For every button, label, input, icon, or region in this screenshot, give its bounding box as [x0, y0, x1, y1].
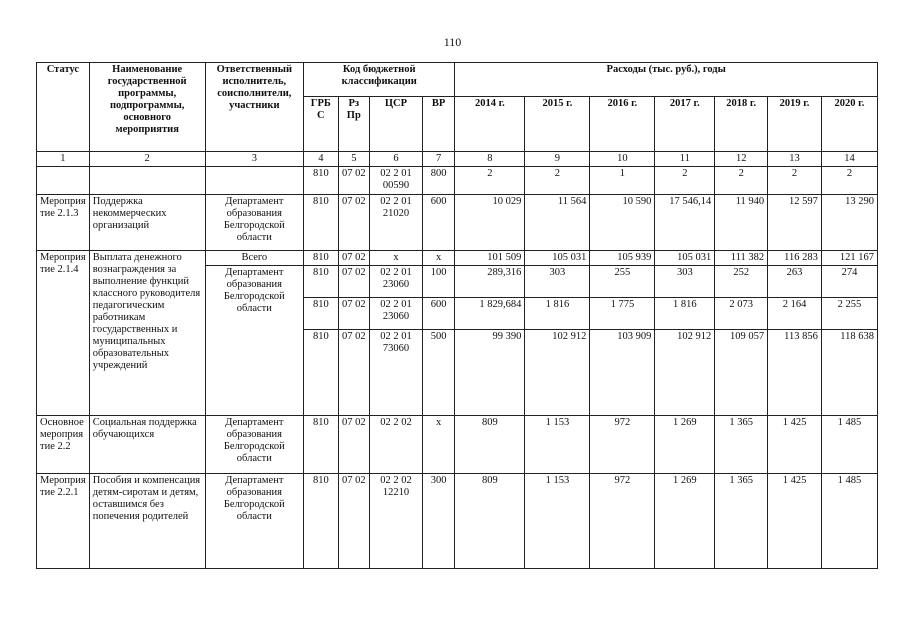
value-cell: 2 — [525, 167, 590, 195]
table-row — [37, 167, 878, 195]
executor-cell: Департамент образования Белгородской области — [205, 474, 304, 569]
value-cell: 1 153 — [525, 474, 590, 569]
value-cell: 2 — [455, 167, 525, 195]
status-cell: Мероприятие 2.2.1 — [37, 474, 90, 569]
value-cell: 1 425 — [768, 474, 822, 569]
value-cell: 809 — [455, 416, 525, 474]
csr-cell: 02 2 01 73060 — [370, 330, 423, 416]
value-cell: 303 — [525, 266, 590, 298]
header-grbs: ГРБС — [304, 97, 339, 152]
column-number: 8 — [455, 152, 525, 167]
rzpr-cell: 07 02 — [338, 330, 369, 416]
value-cell: 11 940 — [715, 195, 768, 251]
column-number: 5 — [338, 152, 369, 167]
value-cell: 1 485 — [821, 474, 877, 569]
value-cell: 113 856 — [768, 330, 822, 416]
header-year: 2016 г. — [590, 97, 655, 152]
column-number: 14 — [821, 152, 877, 167]
vr-cell: 100 — [422, 266, 455, 298]
column-number: 3 — [205, 152, 304, 167]
csr-cell: 02 2 01 23060 — [370, 266, 423, 298]
value-cell: 1 816 — [655, 298, 715, 330]
value-cell: 1 816 — [525, 298, 590, 330]
header-year: 2020 г. — [821, 97, 877, 152]
value-cell: 105 031 — [525, 251, 590, 266]
column-number: 2 — [89, 152, 205, 167]
value-cell: 1 — [590, 167, 655, 195]
vr-cell: 500 — [422, 330, 455, 416]
value-cell: 109 057 — [715, 330, 768, 416]
value-cell: 1 269 — [655, 416, 715, 474]
csr-cell: 02 2 02 — [370, 416, 423, 474]
header-year: 2017 г. — [655, 97, 715, 152]
vr-cell: х — [422, 251, 455, 266]
value-cell: 105 939 — [590, 251, 655, 266]
column-number: 11 — [655, 152, 715, 167]
header-year: 2019 г. — [768, 97, 822, 152]
header-csr: ЦСР — [370, 97, 423, 152]
column-number: 7 — [422, 152, 455, 167]
value-cell: 2 255 — [821, 298, 877, 330]
grbs-cell: 810 — [304, 266, 339, 298]
vr-cell: 800 — [422, 167, 455, 195]
column-number: 13 — [768, 152, 822, 167]
value-cell: 10 029 — [455, 195, 525, 251]
table-row — [37, 416, 878, 474]
value-cell: 255 — [590, 266, 655, 298]
executor-cell: Департамент образования Белгородской области — [205, 195, 304, 251]
table-row — [37, 251, 878, 266]
value-cell: 274 — [821, 266, 877, 298]
value-cell: 111 382 — [715, 251, 768, 266]
value-cell: 1 365 — [715, 474, 768, 569]
value-cell: 1 425 — [768, 416, 822, 474]
value-cell: 17 546,14 — [655, 195, 715, 251]
column-number: 12 — [715, 152, 768, 167]
value-cell: 13 290 — [821, 195, 877, 251]
rzpr-cell: 07 02 — [338, 266, 369, 298]
value-cell: 2 — [715, 167, 768, 195]
csr-cell: 02 2 01 23060 — [370, 298, 423, 330]
column-number: 4 — [304, 152, 339, 167]
status-cell — [37, 167, 90, 195]
value-cell: 263 — [768, 266, 822, 298]
value-cell: 252 — [715, 266, 768, 298]
executor-cell — [205, 167, 304, 195]
csr-cell: 02 2 01 00590 — [370, 167, 423, 195]
value-cell: 116 283 — [768, 251, 822, 266]
value-cell: 972 — [590, 416, 655, 474]
value-cell: 101 509 — [455, 251, 525, 266]
header-year: 2015 г. — [525, 97, 590, 152]
name-cell — [89, 167, 205, 195]
value-cell: 2 — [821, 167, 877, 195]
value-cell: 972 — [590, 474, 655, 569]
column-number: 1 — [37, 152, 90, 167]
value-cell: 2 — [655, 167, 715, 195]
grbs-cell: 810 — [304, 298, 339, 330]
table-row — [37, 474, 878, 569]
value-cell: 1 153 — [525, 416, 590, 474]
page-number: 110 — [443, 35, 462, 49]
column-number: 10 — [590, 152, 655, 167]
total-label: Всего — [205, 251, 304, 266]
status-cell: Основное мероприятие 2.2 — [37, 416, 90, 474]
header-name: Наименование государственной программы, подпрограммы, основного мероприятия — [89, 63, 205, 152]
value-cell: 11 564 — [525, 195, 590, 251]
header-executor: Ответственный исполнитель, соисполнители, участники — [205, 63, 304, 152]
value-cell: 2 164 — [768, 298, 822, 330]
grbs-cell: 810 — [304, 167, 339, 195]
header-code: Код бюджетной классификации — [304, 63, 455, 97]
rzpr-cell: 07 02 — [338, 474, 369, 569]
column-number: 6 — [370, 152, 423, 167]
header-vr: ВР — [422, 97, 455, 152]
rzpr-cell: 07 02 — [338, 195, 369, 251]
name-cell: Социальная поддержка обучающихся — [89, 416, 205, 474]
grbs-cell: 810 — [304, 330, 339, 416]
value-cell: 289,316 — [455, 266, 525, 298]
csr-cell: х — [370, 251, 423, 266]
status-cell: Мероприятие 2.1.4 — [37, 251, 90, 416]
value-cell: 102 912 — [525, 330, 590, 416]
rzpr-cell: 07 02 — [338, 167, 369, 195]
header-rzpr: Рз Пр — [338, 97, 369, 152]
rzpr-cell: 07 02 — [338, 251, 369, 266]
rzpr-cell: 07 02 — [338, 416, 369, 474]
header-year: 2018 г. — [715, 97, 768, 152]
grbs-cell: 810 — [304, 416, 339, 474]
value-cell: 99 390 — [455, 330, 525, 416]
value-cell: 1 485 — [821, 416, 877, 474]
csr-cell: 02 2 01 21020 — [370, 195, 423, 251]
table-row — [37, 195, 878, 251]
header-status: Статус — [37, 63, 90, 152]
value-cell: 1 775 — [590, 298, 655, 330]
name-cell: Поддержка некоммерческих организаций — [89, 195, 205, 251]
vr-cell: 300 — [422, 474, 455, 569]
status-cell: Мероприятие 2.1.3 — [37, 195, 90, 251]
value-cell: 102 912 — [655, 330, 715, 416]
grbs-cell: 810 — [304, 195, 339, 251]
name-cell: Выплата денежного вознаграждения за выполнение функций классного руководителя педагогическим работникам государственных и муниципальных образовательных учреждений — [89, 251, 205, 416]
value-cell: 1 829,684 — [455, 298, 525, 330]
rzpr-cell: 07 02 — [338, 298, 369, 330]
value-cell: 2 — [768, 167, 822, 195]
value-cell: 809 — [455, 474, 525, 569]
executor-cell: Департамент образования Белгородской области — [205, 416, 304, 474]
header-expenses: Расходы (тыс. руб.), годы — [455, 63, 878, 97]
grbs-cell: 810 — [304, 474, 339, 569]
header-year: 2014 г. — [455, 97, 525, 152]
column-number-row — [37, 152, 878, 167]
grbs-cell: 810 — [304, 251, 339, 266]
value-cell: 1 269 — [655, 474, 715, 569]
value-cell: 103 909 — [590, 330, 655, 416]
vr-cell: х — [422, 416, 455, 474]
executor-cell: Департамент образования Белгородской области — [205, 266, 304, 416]
budget-table — [36, 62, 878, 569]
value-cell: 105 031 — [655, 251, 715, 266]
vr-cell: 600 — [422, 195, 455, 251]
name-cell: Пособия и компенсация детям-сиротам и детям, оставшимся без попечения родителей — [89, 474, 205, 569]
value-cell: 2 073 — [715, 298, 768, 330]
value-cell: 10 590 — [590, 195, 655, 251]
csr-cell: 02 2 02 12210 — [370, 474, 423, 569]
vr-cell: 600 — [422, 298, 455, 330]
value-cell: 303 — [655, 266, 715, 298]
value-cell: 118 638 — [821, 330, 877, 416]
value-cell: 121 167 — [821, 251, 877, 266]
value-cell: 1 365 — [715, 416, 768, 474]
column-number: 9 — [525, 152, 590, 167]
value-cell: 12 597 — [768, 195, 822, 251]
